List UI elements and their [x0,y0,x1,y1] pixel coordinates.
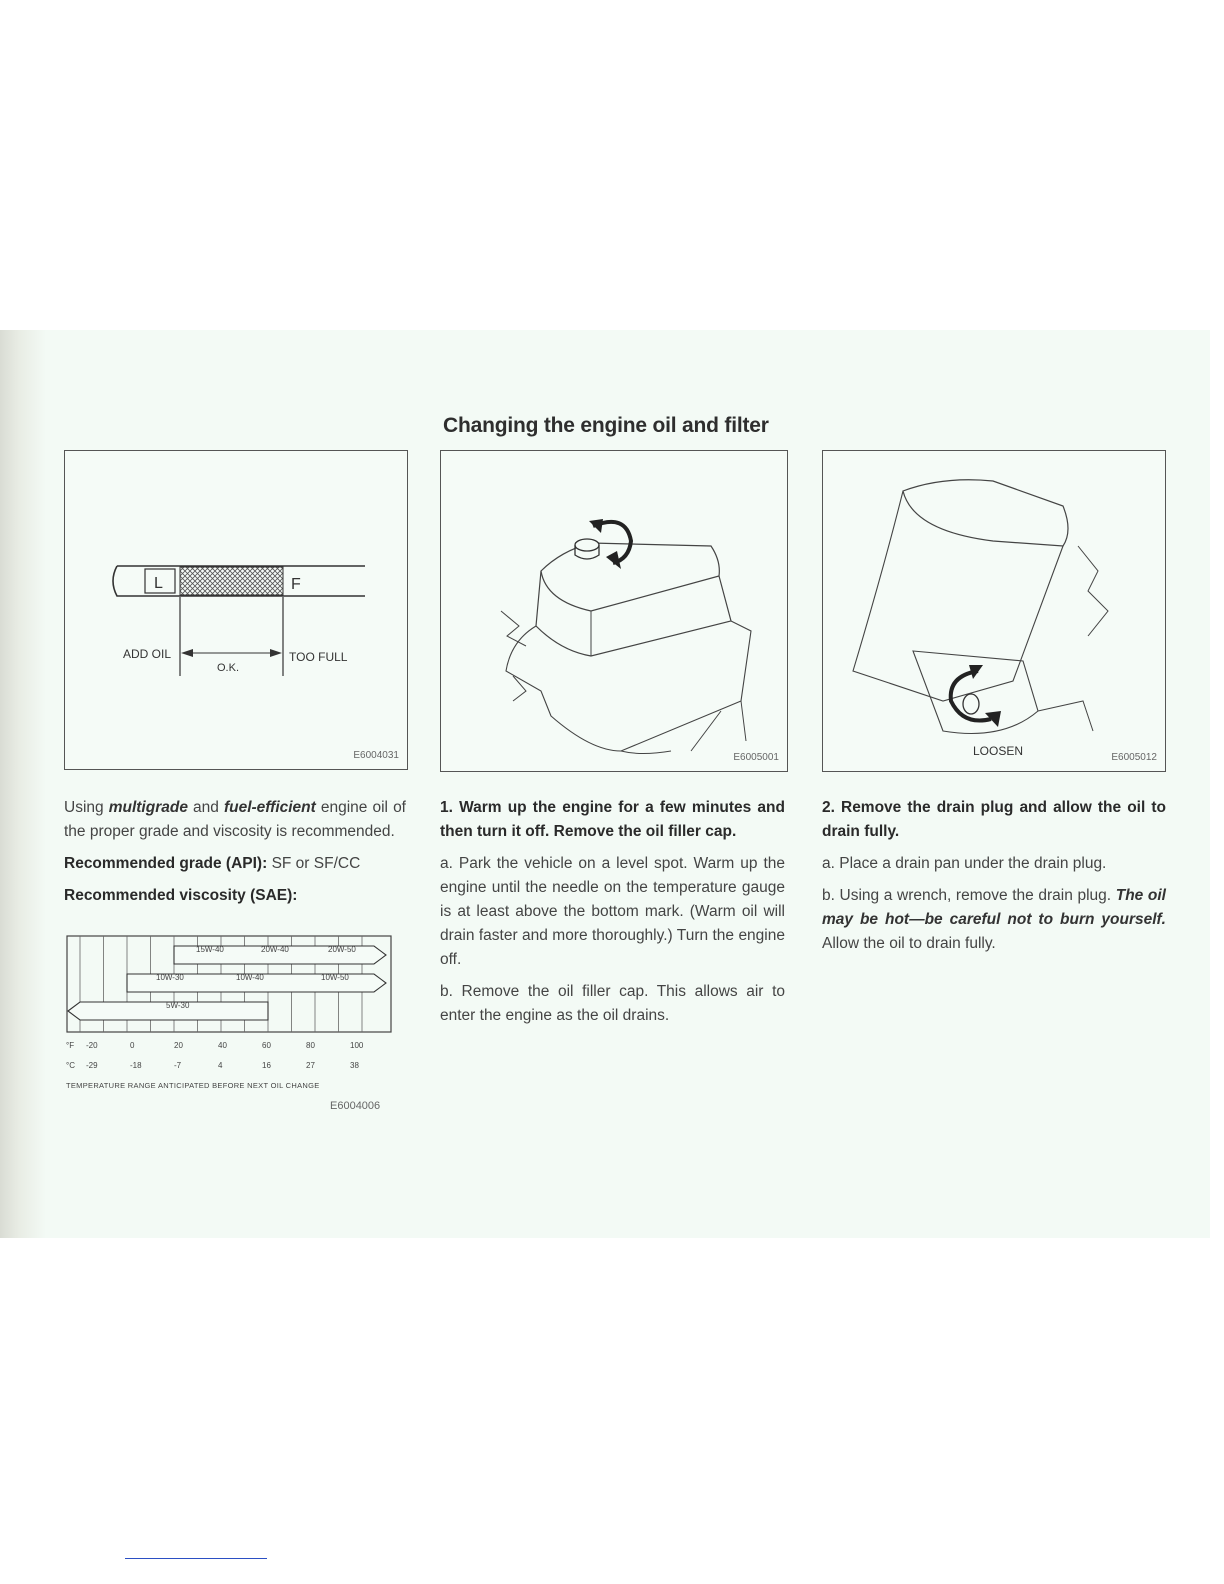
c-tick-label: 38 [350,1061,359,1070]
c-tick-label: 27 [306,1061,315,1070]
c-tick-label: 4 [218,1061,223,1070]
step-2-a: a. Place a drain pan under the drain plug. [822,855,1107,872]
f-tick-label: -20 [86,1041,98,1050]
dipstick-illustration [65,451,407,769]
fuel-efficient-term: fuel-efficient [223,799,316,816]
f-tick-label: 40 [218,1041,227,1050]
engine-drain-plug-illustration [823,451,1165,771]
engine-filler-cap-illustration [441,451,787,771]
viscosity-chart [66,934,396,1094]
f-tick-label: 0 [130,1041,135,1050]
left-column [64,796,406,916]
middle-column [440,796,785,1036]
figure-code: E6004031 [353,750,399,761]
viscosity-band-label: 20W-50 [328,945,356,954]
dipstick-figure [64,450,408,770]
f-tick-label: 60 [262,1041,271,1050]
drain-plug-figure [822,450,1166,772]
figure-code: E6005012 [1111,752,1157,763]
viscosity-band-label: 10W-40 [236,973,264,982]
viscosity-band-label: 5W-30 [166,1001,190,1010]
recommended-viscosity-label: Recommended viscosity (SAE): [64,887,298,904]
f-tick-label: 20 [174,1041,183,1050]
c-tick-label: -18 [130,1061,142,1070]
ok-label: O.K. [217,662,240,674]
link-underline [125,1558,267,1559]
c-tick-label: -29 [86,1061,98,1070]
viscosity-band-label: 10W-30 [156,973,184,982]
step-2-heading: 2. Remove the drain plug and allow the oil to drain fully. [822,799,1166,840]
intro-paragraph: Using multigrade and fuel-efficient engine oil of the proper grade and viscosity is recommended. [64,799,406,840]
add-oil-label: ADD OIL [123,647,172,661]
c-tick-label: -7 [174,1061,182,1070]
page-title: Changing the engine oil and filter [443,414,769,437]
manual-page [0,330,1210,1238]
viscosity-band-label: 20W-40 [261,945,289,954]
f-axis-unit: °F [66,1041,75,1050]
burn-warning: The oil may be hot—be careful not to burn yourself. [822,887,1166,928]
f-tick-label: 80 [306,1041,315,1050]
f-tick-label: 100 [350,1041,364,1050]
step-1-a: a. Park the vehicle on a level spot. Warm up the engine until the needle on the temperature gauge is at least above the bottom mark. (Warm oil will drain faster and more thoroughly.) Turn the engine off. [440,855,785,968]
too-full-label: TOO FULL [289,650,348,664]
step-2-b: b. Using a wrench, remove the drain plug. The oil may be hot—be careful not to burn yourself. Allow the oil to drain fully. [822,887,1166,952]
binding-gutter [0,330,46,1238]
c-axis-unit: °C [66,1061,75,1070]
c-tick-label: 16 [262,1061,271,1070]
filler-cap-figure [440,450,788,772]
step-1-heading: 1. Warm up the engine for a few minutes and then turn it off. Remove the oil filler cap. [440,799,785,840]
chart-caption: TEMPERATURE RANGE ANTICIPATED BEFORE NEXT OIL CHANGE [66,1081,320,1090]
multigrade-term: multigrade [108,799,188,816]
viscosity-chart-code: E6004006 [330,1100,381,1112]
figure-code: E6005001 [733,752,779,763]
dipstick-label-f: F [291,576,301,593]
right-column [822,796,1166,964]
viscosity-band-label: 15W-40 [196,945,224,954]
dipstick-label-l: L [154,575,163,592]
step-1-b: b. Remove the oil filler cap. This allows air to enter the engine as the oil drains. [440,983,785,1024]
viscosity-band-label: 10W-50 [321,973,349,982]
recommended-grade: Recommended grade (API): SF or SF/CC [64,855,361,872]
loosen-label: LOOSEN [973,744,1024,758]
